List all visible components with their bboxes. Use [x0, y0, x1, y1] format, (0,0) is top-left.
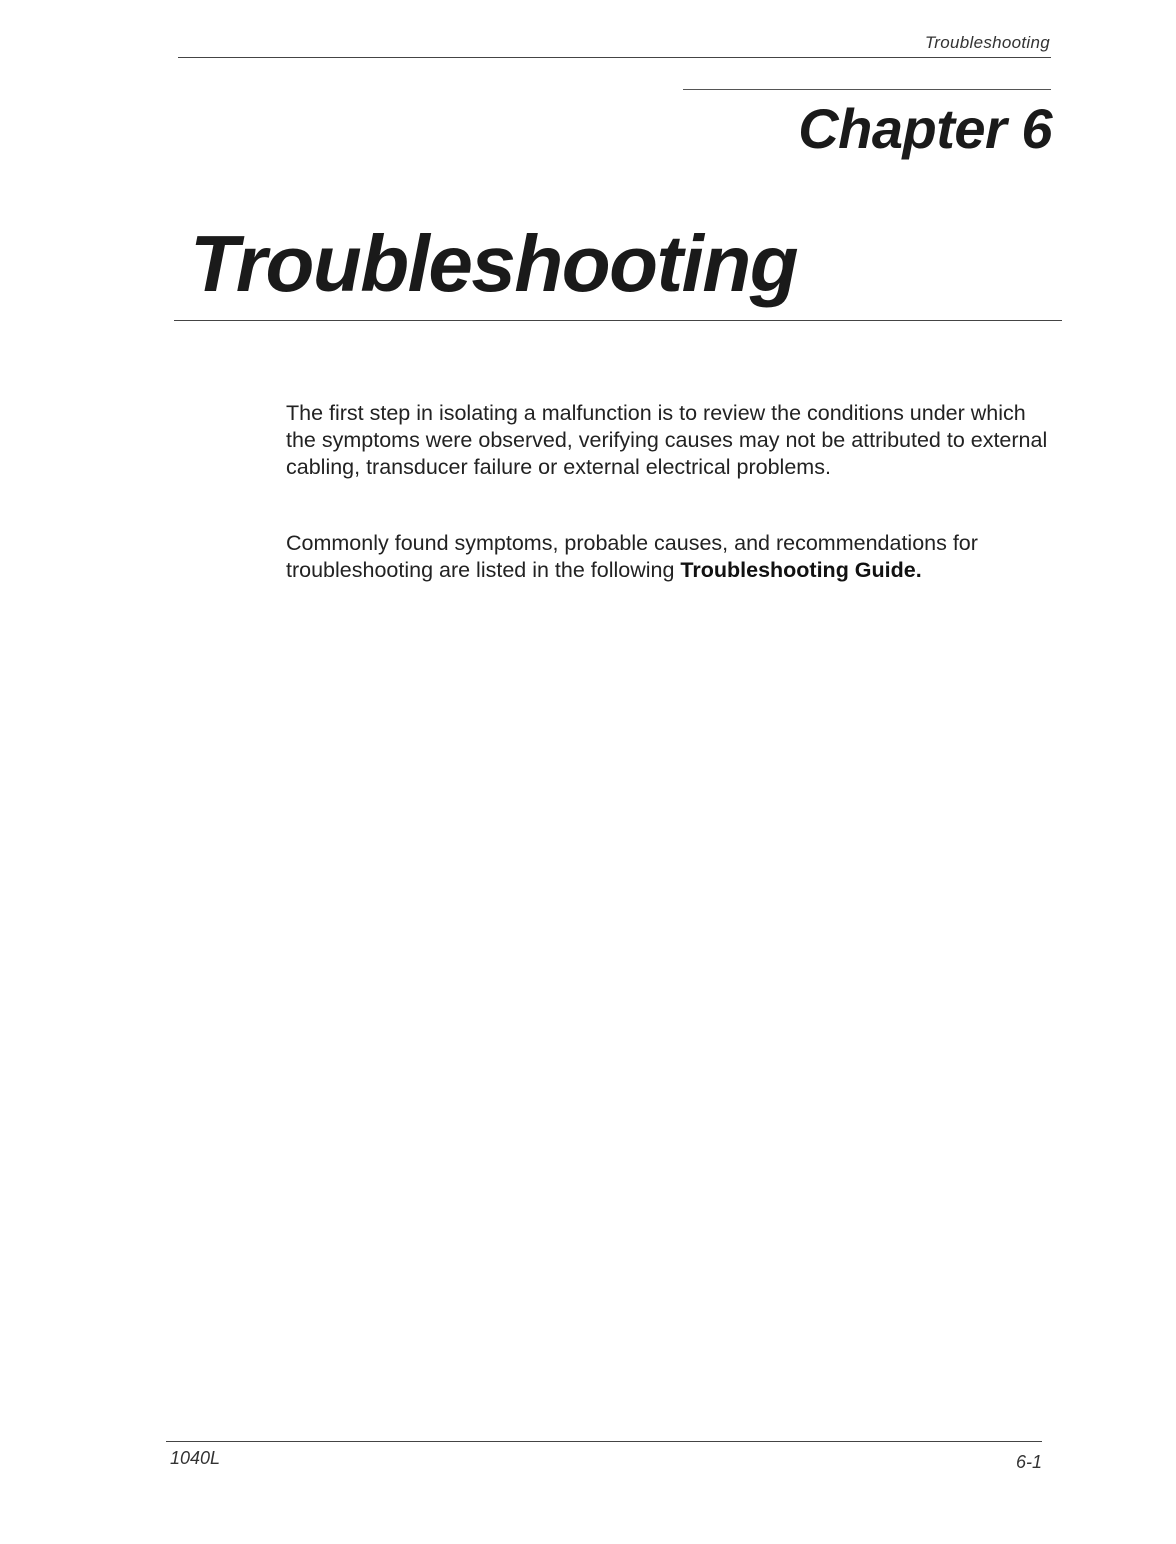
guide-paragraph-text: Commonly found symptoms, probable causes, and recommendations for troubleshooting are listed in the following	[286, 531, 978, 582]
chapter-title: Troubleshooting	[190, 219, 798, 308]
header-divider	[178, 57, 1051, 58]
chapter-label: Chapter 6	[798, 97, 1052, 160]
footer-model: 1040L	[170, 1448, 221, 1468]
guide-paragraph	[286, 530, 1056, 584]
intro-paragraph: The first step in isolating a malfunction is to review the conditions under which the symptoms were observed, verifying causes may not be attributed to external cabling, transducer failure or external electrical problems.	[286, 401, 1048, 479]
chapter-divider	[683, 89, 1051, 90]
title-divider	[174, 320, 1062, 321]
footer-divider	[166, 1441, 1042, 1442]
guide-reference: Troubleshooting Guide.	[680, 558, 922, 582]
page-number: 6-1	[1015, 1452, 1042, 1472]
running-header: Troubleshooting	[924, 33, 1050, 52]
